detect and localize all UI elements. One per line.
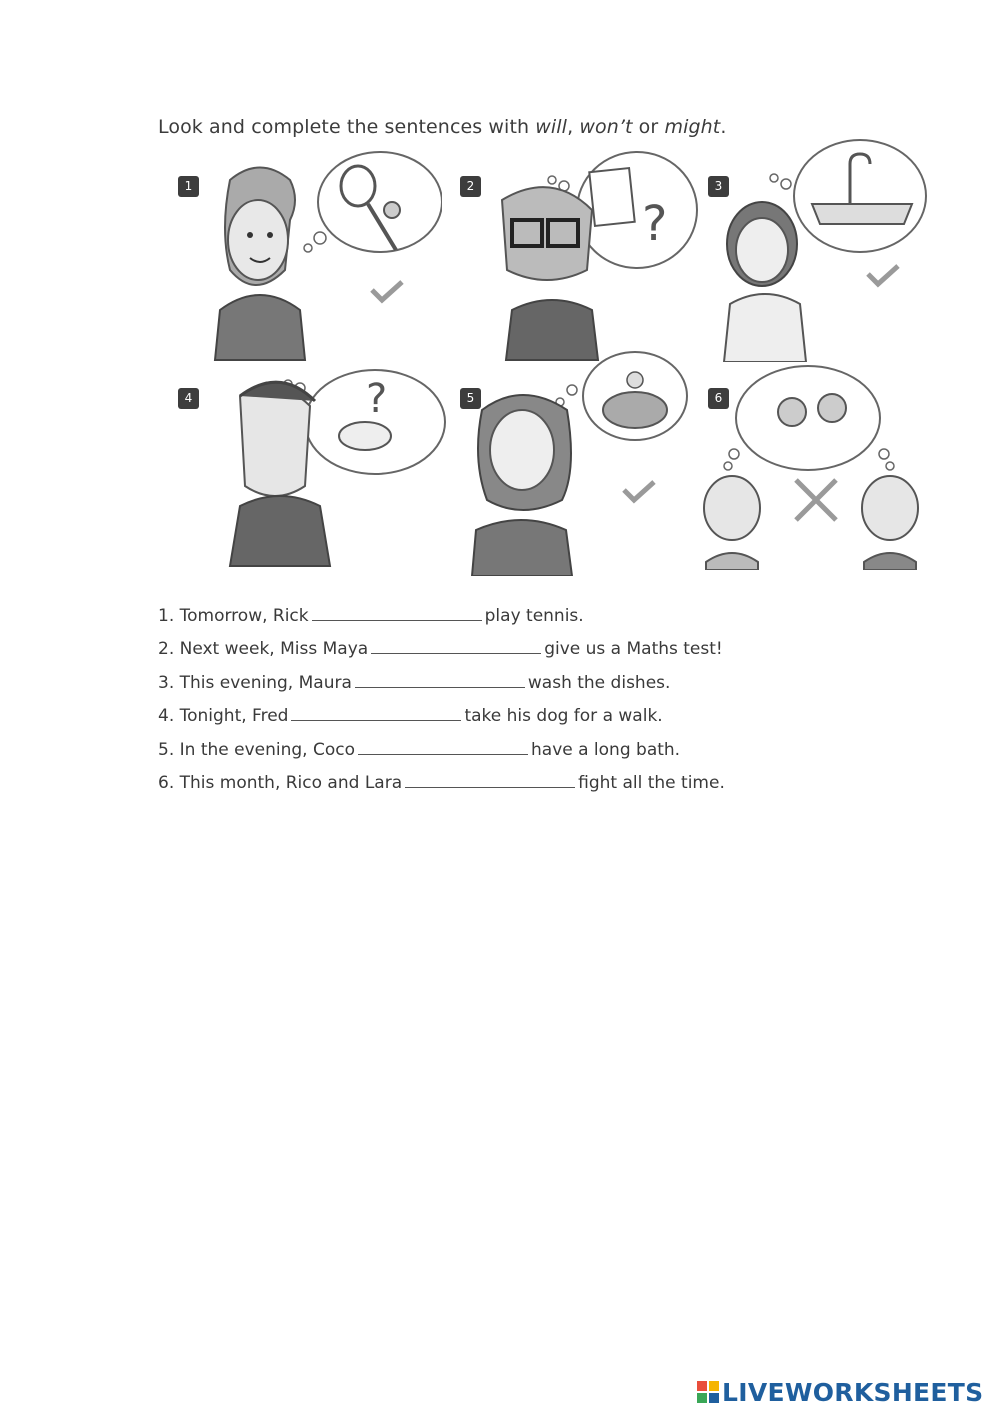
word-might: might	[664, 116, 721, 138]
rick-illustration	[170, 150, 442, 362]
answer-blank-6[interactable]	[405, 771, 575, 788]
svg-text:?: ?	[366, 376, 388, 422]
picture-panel-4	[170, 366, 450, 572]
instructions: Look and complete the sentences with will, won’t or might.	[158, 116, 727, 138]
word-wont: won’t	[579, 116, 633, 138]
svg-text:?: ?	[642, 196, 668, 252]
panel-number-5: 5	[460, 388, 481, 409]
picture-panel-3	[700, 134, 930, 362]
answer-blank-3[interactable]	[355, 671, 525, 688]
picture-panel-5	[452, 350, 690, 576]
panel-number-4: 4	[178, 388, 199, 409]
sentence-4: 4. Tonight, Fred take his dog for a walk.	[158, 706, 663, 727]
picture-panel-1	[170, 150, 442, 362]
picture-panel-2	[452, 150, 698, 362]
answer-blank-4[interactable]	[291, 704, 461, 721]
liveworksheets-logo	[697, 1377, 983, 1407]
word-will: will	[535, 116, 568, 138]
answer-blank-2[interactable]	[371, 637, 541, 654]
panel-number-3: 3	[708, 176, 729, 197]
miss-maya-illustration	[452, 150, 698, 362]
logo-text: LIVEWORKSHEETS	[722, 1377, 984, 1407]
sentence-5: 5. In the evening, Coco have a long bath.	[158, 739, 681, 760]
panel-number-6: 6	[708, 388, 729, 409]
sentence-6: 6. This month, Rico and Lara fight all the time.	[158, 772, 725, 793]
sentence-3: 3. This evening, Maura wash the dishes.	[158, 672, 671, 693]
panel-number-1: 1	[178, 176, 199, 197]
sentence-1: 1. Tomorrow, Rick play tennis.	[158, 606, 584, 626]
fred-illustration	[170, 366, 450, 572]
rico-and-lara-illustration	[700, 362, 940, 570]
coco-illustration	[452, 350, 690, 576]
sentence-2: 2. Next week, Miss Maya give us a Maths test!	[158, 639, 723, 660]
answer-blank-1[interactable]	[312, 604, 482, 621]
liveworksheets-icon	[697, 1381, 719, 1403]
picture-panel-6	[700, 362, 940, 570]
answer-blank-5[interactable]	[358, 738, 528, 755]
maura-illustration	[700, 134, 930, 362]
sentence-list	[158, 604, 725, 804]
panel-number-2: 2	[460, 176, 481, 197]
